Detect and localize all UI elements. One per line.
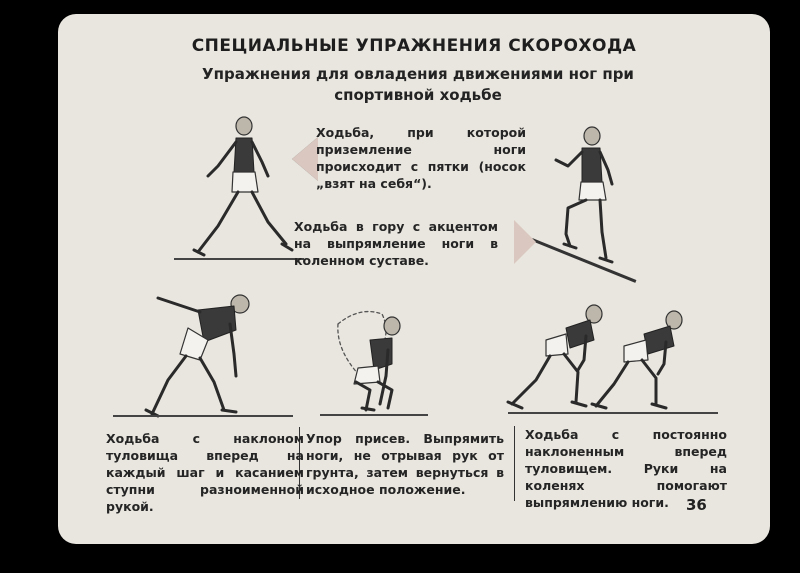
ground-line: [174, 258, 304, 260]
figure-heel-walk: [188, 114, 298, 259]
caption-uphill-walk: Ходьба в гору с акцентом на выпрямление ноги в коленном суставе.: [294, 219, 498, 268]
ground-line: [113, 415, 293, 417]
caption-bent-walk: Ходьба с наклоном туловища вперед на каждый шаг и касанием ступни разноименной рукой.: [106, 431, 304, 514]
page-number: 36: [686, 496, 707, 514]
arrow-right-icon: [514, 220, 536, 264]
caption-squat: Упор присев. Выпрямить ноги, не отрывая рук от грунта, затем вернуться в исходное положение.: [306, 431, 504, 497]
column-divider: [514, 426, 515, 501]
slide-title: СПЕЦИАЛЬНЫЕ УПРАЖНЕНИЯ СКОРОХОДА: [191, 36, 637, 56]
figure-bent-forward-walk: [506, 298, 696, 413]
caption-bent-forward-walk: Ходьба с постоянно наклоненным вперед туловищем. Руки на коленях помогают выпрямлению ноги.: [525, 427, 727, 510]
ground-line: [320, 414, 428, 416]
slide: [58, 14, 770, 544]
caption-heel-walk: Ходьба, при которой приземление ноги происходит с пятки (носок „взят на себя“).: [316, 125, 526, 191]
figure-squat: [330, 310, 420, 414]
arrow-left-icon: [292, 137, 318, 181]
figure-bent-walk: [138, 284, 278, 419]
ground-line: [508, 412, 718, 414]
slide-subtitle: Упражнения для овладения движениями ног при спортивной ходьбе: [202, 65, 634, 104]
